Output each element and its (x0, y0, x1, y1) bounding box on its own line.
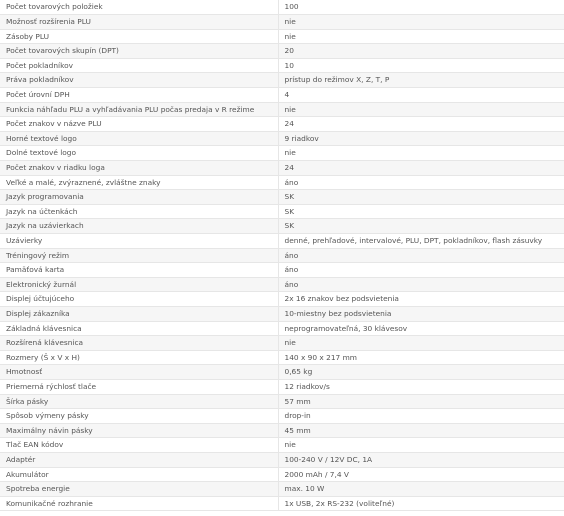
spec-value: nie (278, 438, 564, 453)
spec-label: Spotreba energie (0, 482, 278, 497)
spec-label: Počet znakov v názve PLU (0, 117, 278, 132)
spec-value: nie (278, 146, 564, 161)
spec-label: Spôsob výmeny pásky (0, 409, 278, 424)
spec-label: Rozšírená klávesnica (0, 336, 278, 351)
spec-value: 24 (278, 161, 564, 176)
spec-label: Dolné textové logo (0, 146, 278, 161)
spec-value: nie (278, 336, 564, 351)
table-row (0, 190, 564, 205)
table-row (0, 482, 564, 497)
spec-value: áno (278, 175, 564, 190)
table-row (0, 321, 564, 336)
table-row (0, 394, 564, 409)
table-row (0, 29, 564, 44)
spec-label: Tréningový režim (0, 248, 278, 263)
spec-value: nie (278, 102, 564, 117)
spec-value: SK (278, 190, 564, 205)
spec-label: Možnosť rozšírenia PLU (0, 15, 278, 30)
spec-value: 2000 mAh / 7,4 V (278, 467, 564, 482)
table-row (0, 15, 564, 30)
spec-value: prístup do režimov X, Z, T, P (278, 73, 564, 88)
spec-value: SK (278, 204, 564, 219)
table-row (0, 0, 564, 15)
table-row (0, 306, 564, 321)
spec-label: Počet tovarových skupín (DPT) (0, 44, 278, 59)
table-row (0, 131, 564, 146)
spec-value: áno (278, 263, 564, 278)
spec-value: 0,65 kg (278, 365, 564, 380)
spec-value: 100 (278, 0, 564, 15)
spec-value: 12 riadkov/s (278, 379, 564, 394)
table-row (0, 409, 564, 424)
spec-value: 4 (278, 88, 564, 103)
spec-label: Tlač EAN kódov (0, 438, 278, 453)
table-row (0, 146, 564, 161)
table-row (0, 496, 564, 511)
spec-value: áno (278, 277, 564, 292)
table-row (0, 365, 564, 380)
spec-label: Práva pokladníkov (0, 73, 278, 88)
spec-label: Počet pokladníkov (0, 58, 278, 73)
spec-label: Základná klávesnica (0, 321, 278, 336)
spec-value: 140 x 90 x 217 mm (278, 350, 564, 365)
spec-label: Hmotnosť (0, 365, 278, 380)
table-row (0, 58, 564, 73)
spec-label: Jazyk na účtenkách (0, 204, 278, 219)
table-row (0, 452, 564, 467)
spec-label: Pamäťová karta (0, 263, 278, 278)
table-row (0, 102, 564, 117)
spec-label: Uzávierky (0, 234, 278, 249)
spec-value: 57 mm (278, 394, 564, 409)
table-row (0, 263, 564, 278)
spec-label: Rozmery (Š x V x H) (0, 350, 278, 365)
spec-value: denné, prehľadové, intervalové, PLU, DPT, pokladníkov, flash zásuvky (278, 234, 564, 249)
spec-label: Veľké a malé, zvýraznené, zvláštne znaky (0, 175, 278, 190)
table-row (0, 336, 564, 351)
spec-value: 10-miestny bez podsvietenia (278, 306, 564, 321)
spec-value: 1x USB, 2x RS-232 (voliteľné) (278, 496, 564, 511)
spec-value: áno (278, 248, 564, 263)
spec-label: Šírka pásky (0, 394, 278, 409)
spec-label: Jazyk programovania (0, 190, 278, 205)
spec-label: Maximálny návin pásky (0, 423, 278, 438)
table-row (0, 438, 564, 453)
spec-label: Zásoby PLU (0, 29, 278, 44)
table-row (0, 248, 564, 263)
spec-value: 9 riadkov (278, 131, 564, 146)
spec-label: Elektronický žurnál (0, 277, 278, 292)
table-row (0, 423, 564, 438)
spec-label: Priemerná rýchlosť tlače (0, 379, 278, 394)
spec-label: Horné textové logo (0, 131, 278, 146)
spec-value: max. 10 W (278, 482, 564, 497)
spec-value: nie (278, 29, 564, 44)
spec-label: Funkcia náhľadu PLU a vyhľadávania PLU počas predaja v R režime (0, 102, 278, 117)
spec-value: 20 (278, 44, 564, 59)
spec-label: Počet tovarových položiek (0, 0, 278, 15)
table-row (0, 161, 564, 176)
spec-label: Jazyk na uzávierkach (0, 219, 278, 234)
spec-label: Počet znakov v riadku loga (0, 161, 278, 176)
spec-value: neprogramovateľná, 30 klávesov (278, 321, 564, 336)
table-row (0, 73, 564, 88)
table-row (0, 234, 564, 249)
table-row (0, 379, 564, 394)
spec-value: SK (278, 219, 564, 234)
table-row (0, 350, 564, 365)
spec-label: Adaptér (0, 452, 278, 467)
spec-label: Akumulátor (0, 467, 278, 482)
spec-value: 24 (278, 117, 564, 132)
table-row (0, 467, 564, 482)
table-row (0, 204, 564, 219)
spec-value: nie (278, 15, 564, 30)
spec-label: Počet úrovní DPH (0, 88, 278, 103)
table-row (0, 175, 564, 190)
table-row (0, 277, 564, 292)
spec-value: 45 mm (278, 423, 564, 438)
table-row (0, 44, 564, 59)
table-row (0, 219, 564, 234)
spec-value: 10 (278, 58, 564, 73)
spec-label: Displej zákazníka (0, 306, 278, 321)
table-row (0, 292, 564, 307)
spec-value: 100-240 V / 12V DC, 1A (278, 452, 564, 467)
spec-value: drop-in (278, 409, 564, 424)
spec-value: 2x 16 znakov bez podsvietenia (278, 292, 564, 307)
table-row (0, 117, 564, 132)
spec-label: Komunikačné rozhranie (0, 496, 278, 511)
table-row (0, 88, 564, 103)
spec-label: Displej účtujúceho (0, 292, 278, 307)
